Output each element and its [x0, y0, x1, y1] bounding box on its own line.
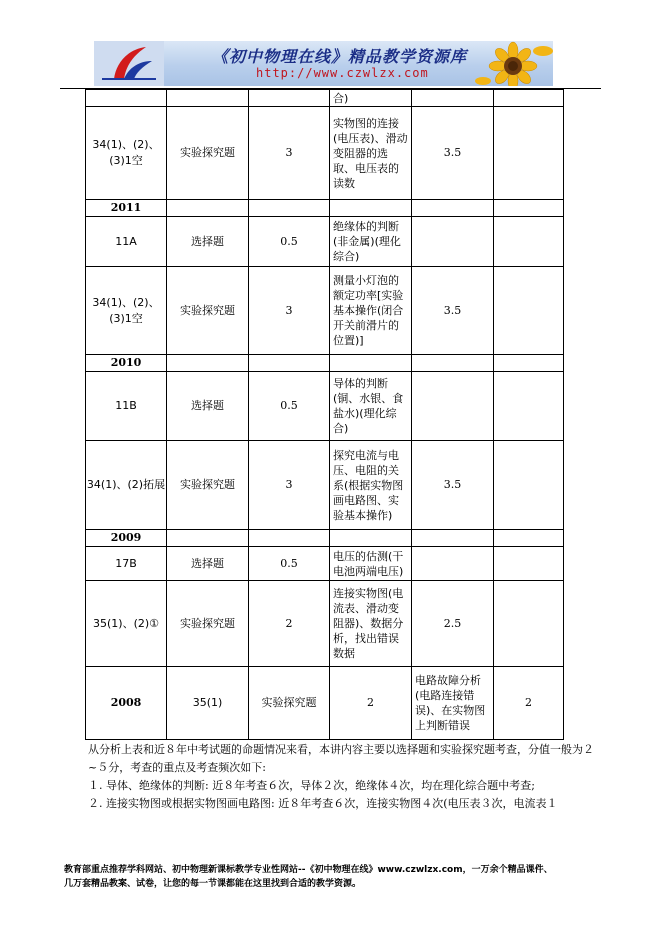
table-cell: 3.5	[412, 267, 494, 355]
table-cell	[412, 547, 494, 581]
analysis-paragraph	[88, 741, 600, 813]
banner-title: 《初中物理在线》精品教学资源库	[212, 47, 468, 66]
table-cell: 2010	[86, 355, 167, 372]
table-cell: 3	[249, 267, 330, 355]
analysis-item-1: １. 导体、绝缘体的判断: 近８年考查６次，导体２次，绝缘体４次，均在理化综合题中考查;	[88, 779, 535, 792]
table-cell	[494, 441, 564, 530]
table-cell	[249, 530, 330, 547]
table-cell: 11A	[86, 217, 167, 267]
table-cell	[494, 200, 564, 217]
exam-table-wrap	[85, 89, 564, 740]
table-cell: 2	[494, 667, 564, 740]
table-cell	[412, 530, 494, 547]
table-row	[86, 547, 564, 581]
table-cell	[167, 200, 249, 217]
table-cell: 2009	[86, 530, 167, 547]
table-cell: 3.5	[412, 107, 494, 200]
table-cell: 2.5	[412, 581, 494, 667]
table-cell	[412, 355, 494, 372]
table-cell: 实验探究题	[167, 267, 249, 355]
table-cell: 0.5	[249, 217, 330, 267]
table-cell: 实验探究题	[167, 441, 249, 530]
footer-line-1: 教育部重点推荐学科网站、初中物理新课标教学专业性网站--《初中物理在线》www.czwlzx.com，一万余个精品课件、	[64, 865, 553, 875]
table-cell: 2	[249, 581, 330, 667]
table-cell: 实物图的连接(电压表)、滑动变阻器的选取、电压表的读数	[330, 107, 412, 200]
table-cell: 0.5	[249, 547, 330, 581]
table-cell	[86, 90, 167, 107]
table-cell	[494, 90, 564, 107]
table-cell: 2008	[86, 667, 167, 740]
table-cell	[494, 217, 564, 267]
table-cell: 2	[330, 667, 412, 740]
table-cell: 选择题	[167, 547, 249, 581]
table-cell	[412, 90, 494, 107]
table-cell: 34(1)、(2)、(3)1空	[86, 107, 167, 200]
table-cell: 35(1)、(2)①	[86, 581, 167, 667]
table-row	[86, 90, 564, 107]
table-cell	[249, 200, 330, 217]
table-cell: 实验探究题	[167, 107, 249, 200]
table-cell: 实验探究题	[167, 581, 249, 667]
sunflower-icon	[473, 41, 553, 86]
table-cell	[412, 200, 494, 217]
table-row	[86, 581, 564, 667]
header-banner	[94, 41, 553, 86]
table-row	[86, 217, 564, 267]
table-cell: 0.5	[249, 372, 330, 441]
table-year-row	[86, 355, 564, 372]
page-footer	[64, 863, 604, 891]
banner-url: http://www.czwlzx.com	[256, 66, 429, 80]
table-cell: 选择题	[167, 217, 249, 267]
table-cell: 选择题	[167, 372, 249, 441]
table-cell: 实验探究题	[249, 667, 330, 740]
table-cell: 3.5	[412, 441, 494, 530]
table-cell: 电路故障分析(电路连接错误)、在实物图上判断错误	[412, 667, 494, 740]
logo-icon	[94, 41, 164, 86]
table-cell	[494, 581, 564, 667]
analysis-item-2: ２. 连接实物图或根据实物图画电路图: 近８年考查６次，连接实物图４次(电压表３次，电流表１	[88, 797, 558, 810]
table-cell	[167, 530, 249, 547]
exam-table	[85, 89, 564, 740]
table-cell	[167, 90, 249, 107]
table-cell: 测量小灯泡的额定功率[实验基本操作(闭合开关前滑片的位置)]	[330, 267, 412, 355]
table-cell: 电压的估测(干电池两端电压)	[330, 547, 412, 581]
analysis-intro: 从分析上表和近８年中考试题的命题情况来看，本讲内容主要以选择题和实验探究题考查，分值一般为２~５分，考查的重点及考查频次如下:	[88, 743, 594, 774]
table-cell: 合)	[330, 90, 412, 107]
table-year-row	[86, 200, 564, 217]
table-row	[86, 667, 564, 740]
table-row	[86, 267, 564, 355]
table-cell: 17B	[86, 547, 167, 581]
table-row	[86, 107, 564, 200]
table-cell	[494, 547, 564, 581]
table-cell	[249, 90, 330, 107]
table-cell: 绝缘体的判断(非金属)(理化综合)	[330, 217, 412, 267]
table-cell	[494, 372, 564, 441]
table-cell	[412, 372, 494, 441]
table-cell: 探究电流与电压、电阻的关系(根据实物图画电路图、实验基本操作)	[330, 441, 412, 530]
table-cell	[330, 530, 412, 547]
table-row	[86, 441, 564, 530]
table-cell	[330, 200, 412, 217]
table-cell: 3	[249, 441, 330, 530]
table-cell: 11B	[86, 372, 167, 441]
table-cell: 2011	[86, 200, 167, 217]
table-cell	[494, 107, 564, 200]
table-cell: 34(1)、(2)、(3)1空	[86, 267, 167, 355]
table-cell	[412, 217, 494, 267]
table-cell: 3	[249, 107, 330, 200]
footer-line-2: 几万套精品教案、试卷，让您的每一节课都能在这里找到合适的教学资源。	[64, 879, 362, 889]
table-cell	[167, 355, 249, 372]
table-cell	[330, 355, 412, 372]
table-cell: 连接实物图(电流表、滑动变阻器)、数据分析，找出错误数据	[330, 581, 412, 667]
table-cell: 34(1)、(2)拓展	[86, 441, 167, 530]
table-cell: 导体的判断(铜、水银、食盐水)(理化综合)	[330, 372, 412, 441]
table-year-row	[86, 530, 564, 547]
table-cell	[249, 355, 330, 372]
table-row	[86, 372, 564, 441]
table-cell	[494, 530, 564, 547]
table-cell	[494, 267, 564, 355]
table-cell	[494, 355, 564, 372]
table-cell: 35(1)	[167, 667, 249, 740]
